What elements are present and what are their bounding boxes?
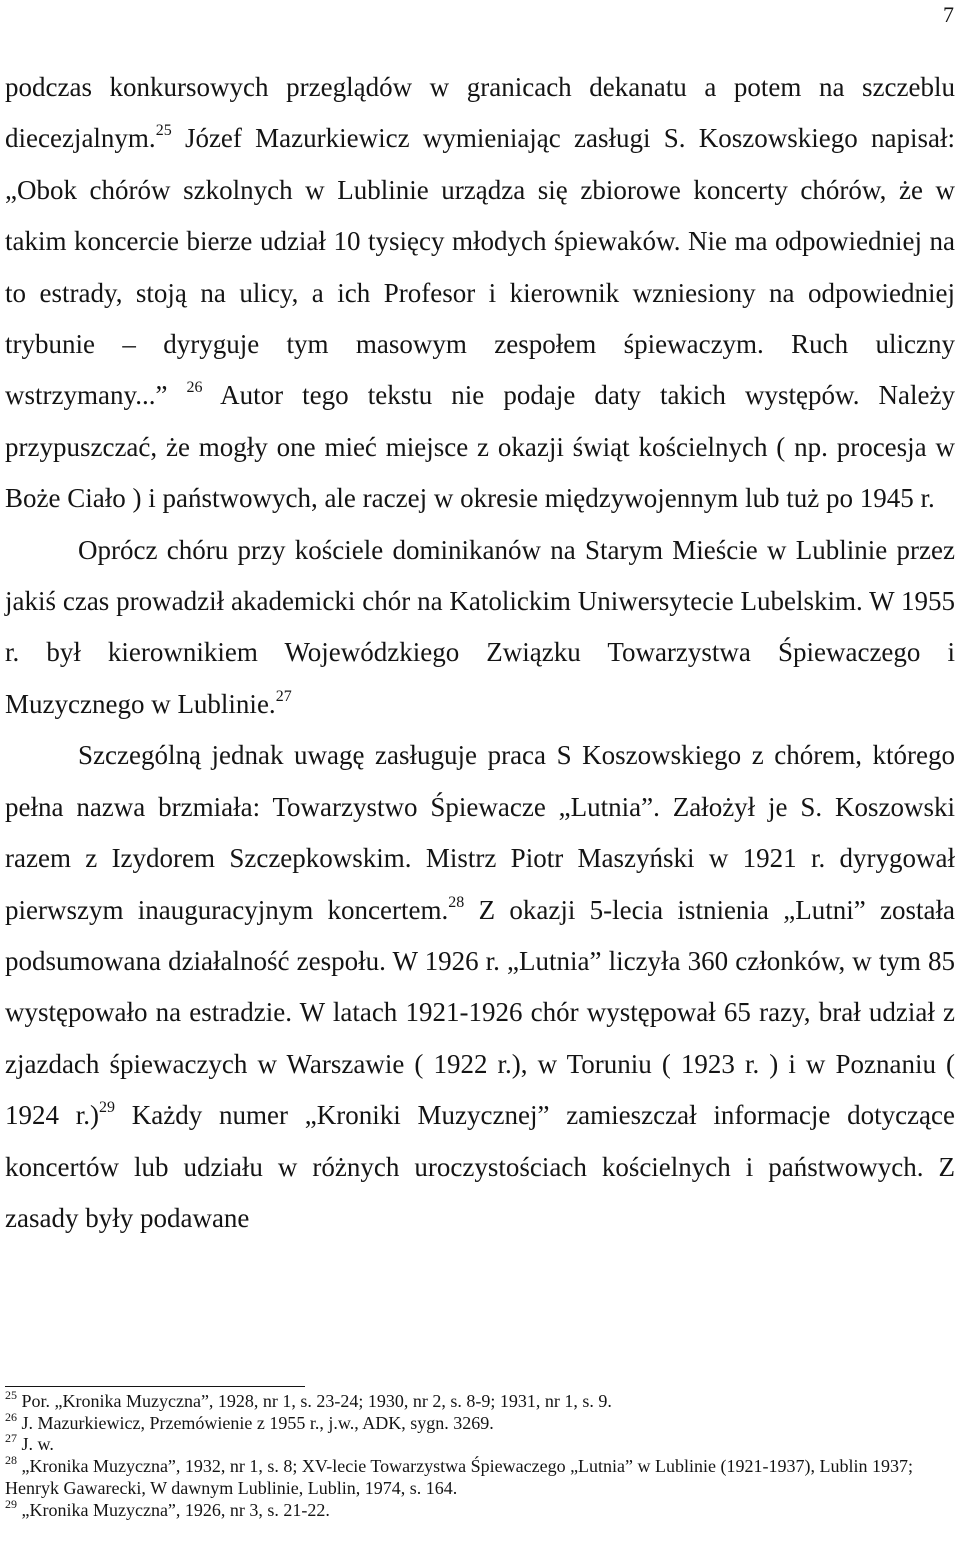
paragraph-2	[5, 525, 955, 731]
footnote-number: 26	[5, 1409, 17, 1424]
text-run: podczas konkursowych przeglądów w granicach dekanatu a potem na szczeblu diecezjalnym.	[5, 72, 955, 154]
text-run: Z okazji 5-lecia istnienia „Lutni” została podsumowana działalność zespołu. W 1926 r. „Lutnia” liczyła 360 członków, w tym 85 występowało na estradzie. W latach 1921-1926 chór występował 65 razy, brał udział z zjazdach śpiewaczych w Warszawie ( 1922 r.), w Toruniu ( 1923 r. ) i w Poznaniu ( 1924 r.)	[5, 894, 955, 1131]
footnote-ref-25: 25	[155, 122, 172, 140]
text-run: Oprócz chóru przy kościele dominikanów na Starym Mieście w Lublinie przez jakiś czas prowadził akademicki chór na Katolickim Uniwersytecie Lubelskim. W 1955 r. był kierownikiem Wojewódzkiego Związku Towarzystwa Śpiewaczego i Muzycznego w Lublinie.	[5, 534, 955, 719]
footnote-number: 27	[5, 1431, 17, 1446]
page-number: 7	[943, 2, 954, 27]
footnote-text: Por. „Kronika Muzyczna”, 1928, nr 1, s. 23-24; 1930, nr 2, s. 8-9; 1931, nr 1, s. 9.	[17, 1391, 612, 1411]
footnote-number: 29	[5, 1496, 17, 1511]
footnote-number: 25	[5, 1388, 17, 1402]
footnote-ref-26: 26	[186, 379, 203, 397]
footnotes	[5, 1388, 950, 1521]
paragraph-3	[5, 730, 955, 1244]
body-text	[5, 62, 955, 1244]
footnote-separator	[5, 1386, 305, 1387]
paragraph-1	[5, 62, 955, 525]
footnote-25	[5, 1388, 950, 1413]
footnote-text: „Kronika Muzyczna”, 1932, nr 1, s. 8; XV-lecie Towarzystwa Śpiewaczego „Lutnia” w Lublinie (1921-1937), Lublin 1937; Henryk Gawarecki, W dawnym Lublinie, Lublin, 1974, s. 164.	[5, 1456, 914, 1498]
footnote-ref-29: 29	[99, 1099, 116, 1117]
footnote-text: J. w.	[17, 1434, 54, 1455]
footnote-28	[5, 1453, 950, 1499]
footnote-text: J. Mazurkiewicz, Przemówienie z 1955 r., j.w., ADK, sygn. 3269.	[17, 1412, 494, 1433]
text-run: Każdy numer „Kroniki Muzycznej” zamieszczał informacje dotyczące koncertów lub udziału w różnych uroczystościach kościelnych i państwowych. Z zasady były podawane	[5, 1100, 955, 1233]
footnote-text: „Kronika Muzyczna”, 1926, nr 3, s. 21-22.	[17, 1499, 330, 1520]
footnote-29	[5, 1496, 950, 1522]
footnote-27	[5, 1431, 950, 1456]
footnote-ref-27: 27	[275, 687, 292, 705]
footnote-number: 28	[5, 1453, 17, 1468]
footnote-ref-28: 28	[448, 893, 465, 911]
footnote-26	[5, 1409, 950, 1435]
text-run: Autor tego tekstu nie podaje daty takich występów. Należy przypuszczać, że mogły one mieć miejsce z okazji świąt kościelnych ( np. procesja w Boże Ciało ) i państwowych, ale raczej w okresie międzywojennym lub tuż po 1945 r.	[5, 380, 955, 514]
text-run: Józef Mazurkiewicz wymieniając zasługi S. Koszowskiego napisał: „Obok chórów szkolnych w Lublinie urządza się zbiorowe koncerty chórów, że w takim koncercie bierze udział 10 tysięcy młodych śpiewaków. Nie ma odpowiedniej na to estrady, stoją na ulicy, a ich Profesor i kierownik wzniesiony na odpowiedniej trybunie – dyryguje tym masowym zespołem śpiewaczym. Ruch uliczny wstrzymany...”	[5, 123, 955, 411]
text-run: Szczególną jednak uwagę zasługuje praca S Koszowskiego z chórem, którego pełna nazwa brzmiała: Towarzystwo Śpiewacze „Lutnia”. Założył je S. Koszowski razem z Izydorem Szczepkowskim. Mistrz Piotr Maszyński w 1921 r. dyrygował pierwszym inauguracyjnym koncertem.	[5, 740, 955, 925]
